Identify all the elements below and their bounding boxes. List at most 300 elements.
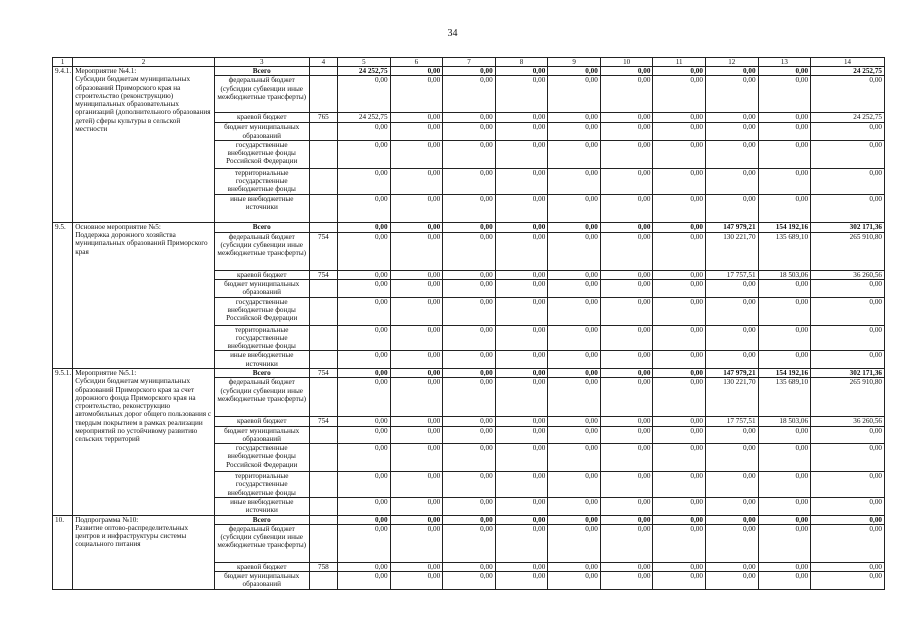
- value-cell: 0,00: [705, 572, 758, 590]
- value-cell: 0,00: [338, 426, 391, 444]
- value-cell: 0,00: [600, 113, 653, 123]
- value-cell: 0,00: [811, 280, 885, 298]
- funding-source: федеральный бюджет (субсидии субвенции иные межбюджетные трансферты): [214, 524, 309, 562]
- value-cell: 0,00: [390, 280, 443, 298]
- header-row: [53, 58, 885, 67]
- value-cell: 0,00: [600, 572, 653, 590]
- budget-code: 758: [309, 562, 337, 571]
- value-cell: 0,00: [390, 67, 443, 76]
- value-cell: 0,00: [705, 194, 758, 222]
- table-row: [53, 368, 885, 377]
- value-cell: 0,00: [548, 572, 601, 590]
- value-cell: 302 171,36: [811, 222, 885, 232]
- value-cell: 0,00: [653, 417, 706, 426]
- value-cell: 0,00: [443, 222, 496, 232]
- funding-source: иные внебюджетные источники: [214, 194, 309, 222]
- value-cell: 0,00: [600, 426, 653, 444]
- item-description: [73, 368, 215, 515]
- value-cell: 0,00: [443, 572, 496, 590]
- header-cell: 7: [443, 58, 496, 67]
- value-cell: 0,00: [548, 140, 601, 168]
- value-cell: 0,00: [600, 123, 653, 141]
- value-cell: 147 979,21: [705, 368, 758, 377]
- value-cell: 0,00: [548, 472, 601, 498]
- value-cell: 0,00: [495, 444, 548, 472]
- budget-code: [309, 140, 337, 168]
- value-cell: 0,00: [495, 572, 548, 590]
- value-cell: 0,00: [443, 515, 496, 524]
- value-cell: 0,00: [390, 270, 443, 279]
- value-cell: 0,00: [495, 524, 548, 562]
- value-cell: 0,00: [548, 497, 601, 515]
- budget-code: 754: [309, 232, 337, 270]
- value-cell: 36 260,56: [811, 417, 885, 426]
- funding-source: государственные внебюджетные фонды Российской Федерации: [214, 297, 309, 325]
- value-cell: 147 979,21: [705, 222, 758, 232]
- item-description: [73, 67, 215, 223]
- value-cell: 0,00: [548, 222, 601, 232]
- header-cell: 1: [53, 58, 73, 67]
- value-cell: 0,00: [390, 140, 443, 168]
- value-cell: 0,00: [443, 325, 496, 351]
- value-cell: 0,00: [600, 524, 653, 562]
- funding-source: иные внебюджетные источники: [214, 351, 309, 369]
- item-number: 9.5.: [53, 222, 73, 368]
- value-cell: 0,00: [338, 472, 391, 498]
- value-cell: 0,00: [443, 168, 496, 194]
- value-cell: 0,00: [758, 497, 811, 515]
- header-cell: 10: [600, 58, 653, 67]
- value-cell: 0,00: [758, 524, 811, 562]
- value-cell: 0,00: [390, 232, 443, 270]
- value-cell: 0,00: [390, 168, 443, 194]
- value-cell: 0,00: [758, 351, 811, 369]
- value-cell: 135 689,10: [758, 378, 811, 417]
- value-cell: 0,00: [443, 123, 496, 141]
- item-description: [73, 222, 215, 368]
- value-cell: 0,00: [548, 297, 601, 325]
- header-cell: 8: [495, 58, 548, 67]
- value-cell: 0,00: [600, 194, 653, 222]
- item-title: Подпрограмма №10:: [75, 515, 139, 524]
- value-cell: 0,00: [705, 497, 758, 515]
- budget-code: [309, 67, 337, 76]
- value-cell: 0,00: [653, 562, 706, 571]
- value-cell: 0,00: [338, 270, 391, 279]
- funding-source: федеральный бюджет (субсидии субвенции иные межбюджетные трансферты): [214, 378, 309, 417]
- value-cell: 0,00: [811, 524, 885, 562]
- value-cell: 0,00: [653, 378, 706, 417]
- value-cell: 0,00: [338, 368, 391, 377]
- value-cell: 0,00: [758, 280, 811, 298]
- value-cell: 154 192,16: [758, 222, 811, 232]
- value-cell: 0,00: [443, 232, 496, 270]
- table-row: [53, 222, 885, 232]
- value-cell: 0,00: [705, 515, 758, 524]
- value-cell: 0,00: [758, 113, 811, 123]
- page-number: 34: [447, 28, 458, 39]
- budget-code: [309, 524, 337, 562]
- value-cell: 0,00: [443, 444, 496, 472]
- value-cell: 0,00: [338, 417, 391, 426]
- budget-code: [309, 497, 337, 515]
- value-cell: 0,00: [758, 426, 811, 444]
- value-cell: 0,00: [600, 168, 653, 194]
- budget-code: [309, 426, 337, 444]
- budget-code: [309, 351, 337, 369]
- value-cell: 0,00: [811, 572, 885, 590]
- value-cell: 0,00: [705, 426, 758, 444]
- item-desc-text: Поддержка дорожного хозяйства муниципальных образований Приморского края: [75, 231, 208, 256]
- value-cell: 0,00: [495, 351, 548, 369]
- value-cell: 0,00: [338, 297, 391, 325]
- value-cell: 0,00: [390, 472, 443, 498]
- table-row: [53, 67, 885, 76]
- header-cell: 3: [214, 58, 309, 67]
- budget-code: [309, 194, 337, 222]
- value-cell: 0,00: [653, 351, 706, 369]
- value-cell: 0,00: [443, 562, 496, 571]
- funding-source: бюджет муниципальных образований: [214, 572, 309, 590]
- value-cell: 0,00: [443, 378, 496, 417]
- value-cell: 0,00: [495, 368, 548, 377]
- value-cell: 265 910,80: [811, 378, 885, 417]
- value-cell: 0,00: [653, 232, 706, 270]
- value-cell: 0,00: [338, 351, 391, 369]
- value-cell: 0,00: [443, 426, 496, 444]
- value-cell: 0,00: [548, 351, 601, 369]
- value-cell: 36 260,56: [811, 270, 885, 279]
- value-cell: 0,00: [653, 368, 706, 377]
- value-cell: 0,00: [495, 325, 548, 351]
- header-cell: 11: [653, 58, 706, 67]
- budget-table: [52, 57, 885, 590]
- value-cell: 0,00: [758, 325, 811, 351]
- value-cell: 0,00: [600, 472, 653, 498]
- value-cell: 0,00: [600, 76, 653, 113]
- value-cell: 0,00: [600, 140, 653, 168]
- value-cell: 0,00: [653, 515, 706, 524]
- value-cell: 0,00: [758, 123, 811, 141]
- value-cell: 0,00: [758, 472, 811, 498]
- value-cell: 0,00: [548, 368, 601, 377]
- value-cell: 0,00: [600, 67, 653, 76]
- funding-source: бюджет муниципальных образований: [214, 123, 309, 141]
- value-cell: 0,00: [390, 123, 443, 141]
- value-cell: 0,00: [495, 515, 548, 524]
- value-cell: 0,00: [548, 562, 601, 571]
- budget-code: [309, 222, 337, 232]
- value-cell: 0,00: [548, 168, 601, 194]
- budget-code: [309, 168, 337, 194]
- value-cell: 0,00: [600, 368, 653, 377]
- funding-source: краевой бюджет: [214, 113, 309, 123]
- value-cell: 24 252,75: [811, 113, 885, 123]
- value-cell: 0,00: [811, 351, 885, 369]
- value-cell: 0,00: [705, 168, 758, 194]
- value-cell: 0,00: [705, 76, 758, 113]
- value-cell: 0,00: [653, 524, 706, 562]
- value-cell: 0,00: [811, 562, 885, 571]
- value-cell: 0,00: [653, 497, 706, 515]
- value-cell: 0,00: [653, 297, 706, 325]
- value-cell: 0,00: [548, 76, 601, 113]
- value-cell: 0,00: [758, 76, 811, 113]
- value-cell: 0,00: [548, 325, 601, 351]
- value-cell: 0,00: [338, 76, 391, 113]
- value-cell: 0,00: [653, 270, 706, 279]
- value-cell: 0,00: [390, 368, 443, 377]
- header-cell: 13: [758, 58, 811, 67]
- value-cell: 0,00: [495, 222, 548, 232]
- value-cell: 0,00: [758, 297, 811, 325]
- value-cell: 0,00: [653, 472, 706, 498]
- funding-source: территориальные государственные внебюджетные фонды: [214, 472, 309, 498]
- item-description: [73, 515, 215, 589]
- value-cell: 0,00: [390, 426, 443, 444]
- budget-code: 754: [309, 417, 337, 426]
- budget-code: [309, 444, 337, 472]
- value-cell: 0,00: [811, 426, 885, 444]
- value-cell: 0,00: [390, 497, 443, 515]
- value-cell: 0,00: [811, 123, 885, 141]
- value-cell: 130 221,70: [705, 232, 758, 270]
- header-cell: 14: [811, 58, 885, 67]
- item-title: Мероприятие №5.1:: [75, 368, 137, 377]
- value-cell: 0,00: [390, 562, 443, 571]
- value-cell: 24 252,75: [338, 113, 391, 123]
- value-cell: 0,00: [390, 297, 443, 325]
- value-cell: 0,00: [811, 497, 885, 515]
- value-cell: 0,00: [705, 113, 758, 123]
- funding-source: бюджет муниципальных образований: [214, 280, 309, 298]
- value-cell: 0,00: [705, 524, 758, 562]
- value-cell: 0,00: [495, 297, 548, 325]
- value-cell: 0,00: [653, 140, 706, 168]
- value-cell: 0,00: [495, 67, 548, 76]
- value-cell: 0,00: [443, 140, 496, 168]
- item-number: 10.: [53, 515, 73, 589]
- value-cell: 0,00: [390, 378, 443, 417]
- value-cell: 0,00: [705, 562, 758, 571]
- value-cell: 0,00: [390, 76, 443, 113]
- funding-source: Всего: [214, 368, 309, 377]
- value-cell: 0,00: [758, 515, 811, 524]
- value-cell: 0,00: [390, 325, 443, 351]
- item-title: Основное мероприятие №5:: [75, 222, 161, 231]
- funding-source: бюджет муниципальных образований: [214, 426, 309, 444]
- budget-code: 765: [309, 113, 337, 123]
- value-cell: 0,00: [600, 444, 653, 472]
- value-cell: 0,00: [600, 378, 653, 417]
- value-cell: 0,00: [443, 270, 496, 279]
- value-cell: 0,00: [600, 270, 653, 279]
- value-cell: 0,00: [600, 325, 653, 351]
- value-cell: 0,00: [390, 417, 443, 426]
- funding-source: территориальные государственные внебюджетные фонды: [214, 325, 309, 351]
- value-cell: 18 503,06: [758, 270, 811, 279]
- value-cell: 0,00: [758, 140, 811, 168]
- value-cell: 0,00: [495, 378, 548, 417]
- value-cell: 0,00: [390, 351, 443, 369]
- item-number: 9.4.1.: [53, 67, 73, 223]
- header-cell: 5: [338, 58, 391, 67]
- value-cell: 0,00: [495, 76, 548, 113]
- funding-source: федеральный бюджет (субсидии субвенции иные межбюджетные трансферты): [214, 76, 309, 113]
- value-cell: 0,00: [600, 232, 653, 270]
- value-cell: 0,00: [548, 515, 601, 524]
- value-cell: 0,00: [338, 562, 391, 571]
- value-cell: 0,00: [548, 232, 601, 270]
- value-cell: 0,00: [338, 325, 391, 351]
- budget-code: [309, 325, 337, 351]
- funding-source: краевой бюджет: [214, 270, 309, 279]
- funding-source: краевой бюджет: [214, 417, 309, 426]
- value-cell: 0,00: [758, 572, 811, 590]
- value-cell: 0,00: [338, 515, 391, 524]
- value-cell: 0,00: [495, 417, 548, 426]
- value-cell: 0,00: [653, 444, 706, 472]
- item-title: Мероприятие №4.1:: [75, 67, 137, 76]
- value-cell: 24 252,75: [338, 67, 391, 76]
- header-cell: 12: [705, 58, 758, 67]
- value-cell: 0,00: [338, 140, 391, 168]
- value-cell: 130 221,70: [705, 378, 758, 417]
- budget-code: [309, 515, 337, 524]
- value-cell: 0,00: [705, 325, 758, 351]
- funding-source: государственные внебюджетные фонды Российской Федерации: [214, 444, 309, 472]
- value-cell: 0,00: [495, 497, 548, 515]
- value-cell: 0,00: [495, 270, 548, 279]
- value-cell: 0,00: [811, 472, 885, 498]
- value-cell: 0,00: [548, 524, 601, 562]
- value-cell: 0,00: [758, 562, 811, 571]
- funding-source: федеральный бюджет (субсидии субвенции иные межбюджетные трансферты): [214, 232, 309, 270]
- value-cell: 0,00: [338, 168, 391, 194]
- value-cell: 0,00: [495, 113, 548, 123]
- value-cell: 0,00: [495, 140, 548, 168]
- value-cell: 0,00: [705, 123, 758, 141]
- item-number: 9.5.1.: [53, 368, 73, 515]
- value-cell: 0,00: [338, 378, 391, 417]
- item-desc-text: Развитие оптово-распределительных центров и инфраструктуры системы социального питания: [75, 523, 189, 549]
- funding-source: государственные внебюджетные фонды Российской Федерации: [214, 140, 309, 168]
- value-cell: 0,00: [338, 222, 391, 232]
- value-cell: 0,00: [705, 444, 758, 472]
- value-cell: 302 171,36: [811, 368, 885, 377]
- value-cell: 0,00: [548, 417, 601, 426]
- value-cell: 0,00: [811, 168, 885, 194]
- value-cell: 0,00: [653, 572, 706, 590]
- funding-source: Всего: [214, 67, 309, 76]
- value-cell: 0,00: [338, 444, 391, 472]
- funding-source: краевой бюджет: [214, 562, 309, 571]
- value-cell: 0,00: [705, 297, 758, 325]
- budget-code: [309, 378, 337, 417]
- value-cell: 0,00: [600, 222, 653, 232]
- value-cell: 0,00: [600, 515, 653, 524]
- value-cell: 135 689,10: [758, 232, 811, 270]
- value-cell: 0,00: [548, 378, 601, 417]
- value-cell: 0,00: [338, 280, 391, 298]
- value-cell: 0,00: [390, 444, 443, 472]
- budget-code: [309, 572, 337, 590]
- value-cell: 0,00: [705, 140, 758, 168]
- value-cell: 0,00: [495, 168, 548, 194]
- item-desc-text: Субсидии бюджетам муниципальных образований Приморского края за счет дорожного фонда Приморского края на строительство, реконструкцию автомобильных дорог общего пользования с твердым покрытием в рамках реализации мероприятий по устойчивому развитию сельских территорий: [75, 377, 212, 444]
- funding-source: территориальные государственные внебюджетные фонды: [214, 168, 309, 194]
- value-cell: 0,00: [811, 194, 885, 222]
- table-row: [53, 515, 885, 524]
- value-cell: 0,00: [338, 524, 391, 562]
- value-cell: 0,00: [548, 67, 601, 76]
- value-cell: 18 503,06: [758, 417, 811, 426]
- value-cell: 0,00: [705, 280, 758, 298]
- value-cell: 0,00: [653, 67, 706, 76]
- value-cell: 0,00: [758, 444, 811, 472]
- value-cell: 0,00: [653, 280, 706, 298]
- value-cell: 0,00: [495, 472, 548, 498]
- budget-code: [309, 76, 337, 113]
- value-cell: 0,00: [443, 280, 496, 298]
- value-cell: 0,00: [338, 123, 391, 141]
- value-cell: 0,00: [811, 297, 885, 325]
- value-cell: 0,00: [495, 562, 548, 571]
- value-cell: 0,00: [443, 368, 496, 377]
- value-cell: 0,00: [600, 351, 653, 369]
- value-cell: 154 192,16: [758, 368, 811, 377]
- value-cell: 0,00: [758, 168, 811, 194]
- value-cell: 0,00: [811, 325, 885, 351]
- value-cell: 17 757,51: [705, 270, 758, 279]
- header-cell: 4: [309, 58, 337, 67]
- value-cell: 0,00: [495, 280, 548, 298]
- value-cell: 0,00: [705, 67, 758, 76]
- value-cell: 0,00: [653, 222, 706, 232]
- value-cell: 0,00: [390, 515, 443, 524]
- funding-source: Всего: [214, 515, 309, 524]
- header-cell: 2: [73, 58, 215, 67]
- value-cell: 0,00: [495, 232, 548, 270]
- value-cell: 265 910,80: [811, 232, 885, 270]
- value-cell: 0,00: [653, 426, 706, 444]
- value-cell: 0,00: [338, 194, 391, 222]
- value-cell: 0,00: [600, 297, 653, 325]
- value-cell: 0,00: [548, 270, 601, 279]
- value-cell: 0,00: [653, 123, 706, 141]
- value-cell: 0,00: [705, 351, 758, 369]
- value-cell: 0,00: [548, 113, 601, 123]
- value-cell: 0,00: [548, 280, 601, 298]
- value-cell: 0,00: [653, 76, 706, 113]
- value-cell: 0,00: [600, 562, 653, 571]
- value-cell: 17 757,51: [705, 417, 758, 426]
- value-cell: 0,00: [653, 168, 706, 194]
- value-cell: 0,00: [338, 232, 391, 270]
- value-cell: 0,00: [338, 572, 391, 590]
- value-cell: 0,00: [548, 426, 601, 444]
- value-cell: 0,00: [811, 444, 885, 472]
- budget-code: [309, 472, 337, 498]
- item-desc-text: Субсидии бюджетам муниципальных образований Приморского края на строительство (реконструкцию) муниципальных образовательных организаций (дополнительного образования детей) сферы культуры в сельской местности: [75, 75, 211, 134]
- value-cell: 0,00: [548, 123, 601, 141]
- funding-source: иные внебюджетные источники: [214, 497, 309, 515]
- value-cell: 0,00: [758, 67, 811, 76]
- value-cell: 0,00: [600, 497, 653, 515]
- value-cell: 0,00: [495, 123, 548, 141]
- value-cell: 0,00: [548, 194, 601, 222]
- budget-code: 754: [309, 270, 337, 279]
